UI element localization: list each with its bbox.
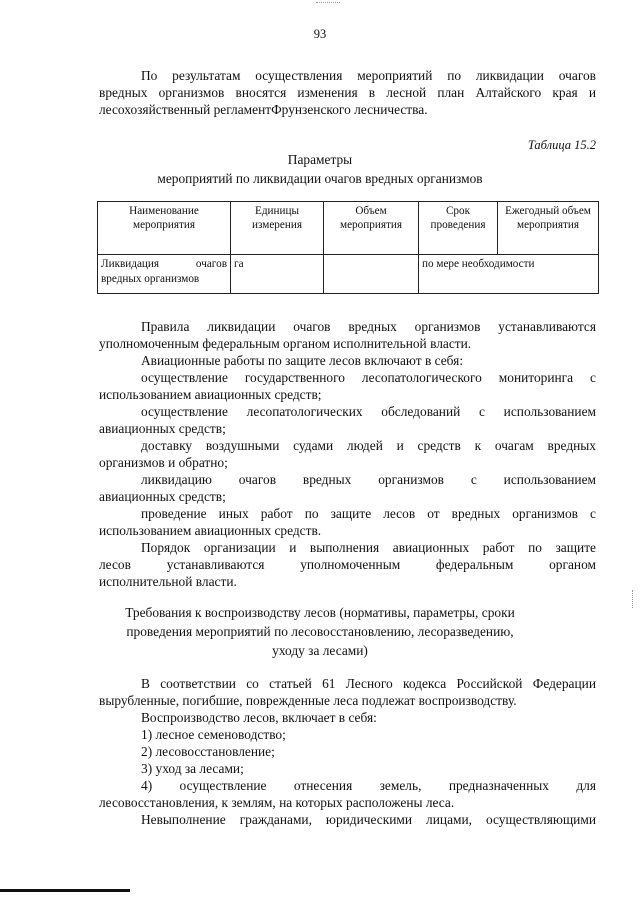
text-line: исполнительной власти. [99,574,237,589]
text-line: Воспроизводство лесов, включает в себя: [141,710,377,725]
text-line: авиационных средств; [99,489,226,504]
text-line: осуществление государственного лесопатологического мониторинга с [141,370,596,385]
scan-artifact [316,2,340,5]
table-title-line-2: мероприятий по ликвидации очагов вредных организмов [157,171,483,186]
intro-line: вредных организмов вносятся изменения в лесной план Алтайского края и [99,85,596,100]
table-title-line-1: Параметры [287,152,353,167]
table-header-row [98,202,599,255]
parameters-table [97,201,599,294]
table-header-cell: Единицы измерения [231,202,324,255]
intro-paragraph [99,67,596,118]
section-title-line: уходу за лесами) [272,643,368,658]
text-line: проведение иных работ по защите лесов от вредных организмов с [141,506,596,521]
table-header-cell: Срок проведения [419,202,498,255]
intro-line: По результатам осуществления мероприятий по ликвидации очагов [141,68,596,83]
table-row [98,255,599,294]
text-line: вырубленные, погибшие, поврежденные леса подлежат воспроизводству. [99,693,517,708]
text-line: Правила ликвидации очагов вредных организмов устанавливаются [141,319,596,334]
text-line: 3) уход за лесами; [141,761,244,776]
scan-artifact [632,590,634,608]
table-cell: га [231,255,324,294]
text-line: Авиационные работы по защите лесов включают в себя: [141,353,464,368]
table-header-cell: Ежегодный объем мероприятия [498,202,599,255]
text-line: В соответствии со статьей 61 Лесного кодекса Российской Федерации [141,676,596,691]
table-cell [324,255,419,294]
text-line: использованием авиационных средств. [99,523,322,538]
text-line: лесовосстановления, к землям, на которых расположены леса. [99,795,455,810]
text-line: использованием авиационных средств; [99,387,322,402]
text-line: уполномоченным федеральным органом исполнительной власти. [99,336,472,351]
text-line: Порядок организации и выполнения авиационных работ по защите [141,540,596,555]
footer-rule [0,889,130,892]
table-header-cell: Наименование мероприятия [98,202,231,255]
section-title [0,603,640,660]
text-line: организмов и обратно; [99,455,228,470]
reproduction-paragraphs [99,675,596,828]
text-line: 2) лесовосстановление; [141,744,275,759]
section-title-line: проведения мероприятий по лесовосстановлению, лесоразведению, [126,624,514,639]
text-line: ликвидацию очагов вредных организмов с использованием [141,472,596,487]
body-paragraphs [99,318,596,590]
text-line: 4) осуществление отнесения земель, предназначенных для [141,778,596,793]
text-line: осуществление лесопатологических обследований с использованием [141,404,596,419]
text-line: 1) лесное семеноводство; [141,727,286,742]
text-line: авиационных средств; [99,421,226,436]
table-header-cell: Объем мероприятия [324,202,419,255]
text-line: доставку воздушными судами людей и средств к очагам вредных [141,438,596,453]
table-label: Таблица 15.2 [527,138,596,152]
section-title-line: Требования к воспроизводству лесов (нормативы, параметры, сроки [125,605,515,620]
page-number: 93 [313,27,327,41]
text-line: лесов устанавливаются уполномоченным федеральным органом [99,557,596,572]
intro-line: лесохозяйственный регламентФрунзенского лесничества. [99,102,428,117]
table-cell: Ликвидация очагов вредных организмов [98,255,231,294]
text-line: Невыполнение гражданами, юридическими лицами, осуществляющими [141,812,596,827]
table-cell: по мере необходимости [419,255,599,294]
